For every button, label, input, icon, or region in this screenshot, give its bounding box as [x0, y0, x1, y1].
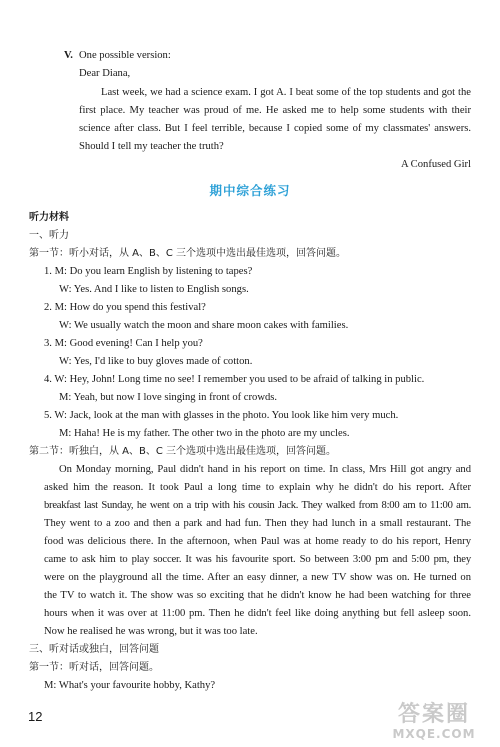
dialog-line: 4. W: Hey, John! Long time no see! I remember you used to be afraid of talking in public. — [44, 374, 425, 385]
monologue-line: hours when it was over at 11:00 pm. Then he didn't feel like doing anything but fell asleep soon. — [44, 608, 471, 619]
letter-greeting: Dear Diana, — [79, 68, 131, 79]
section-instruction: 第二节：听独白，从 A、B、C 三个选项中选出最佳选项，回答问题。 — [29, 446, 337, 457]
monologue-line: the TV to watch it. The show was so exciting that he didn't know he had been watching for three — [44, 590, 471, 601]
dialog-line: 1. M: Do you learn English by listening to tapes? — [44, 266, 253, 277]
dialog-line: 3. M: Good evening! Can I help you? — [44, 338, 203, 349]
dialog-line: 5. W: Jack, look at the man with glasses in the photo. You look like him very much. — [44, 410, 399, 421]
dialog-line: M: Haha! He is my father. The other two in the photo are my uncles. — [59, 428, 350, 439]
part-heading: 三、听对话或独白，回答问题 — [29, 644, 159, 655]
part-heading: 一、听力 — [29, 230, 69, 241]
listening-material-heading: 听力材料 — [29, 212, 69, 223]
dialog-line: M: Yeah, but now I love singing in front of crowds. — [59, 392, 278, 403]
page-title: 期中综合练习 — [209, 183, 291, 198]
monologue-line: came to ask him to play soccer. It was his favourite sport. So between 3:00 pm and 5:00 pm, they — [44, 554, 471, 565]
monologue-line: On Monday morning, Paul didn't hand in his report on time. In class, Mrs Hill got angry and — [59, 464, 471, 475]
monologue-line: were on the playground all the time. After an easy dinner, a new TV show was on. He turned on — [44, 572, 471, 583]
monologue-line: food was delicious there. In the afternoon, when Paul was at home ready to do his report, Henry — [44, 536, 471, 547]
dialog-line: W: We usually watch the moon and share moon cakes with families. — [59, 320, 349, 331]
watermark-text: 答案圈 — [397, 702, 470, 727]
watermark-url: MXQE.COM — [392, 727, 476, 741]
section-number: V. — [64, 50, 73, 61]
monologue-line: asked him the reason. It took Paul a long time to explain why he didn't do his report. After — [44, 482, 471, 493]
dialog-line: M: What's your favourite hobby, Kathy? — [44, 680, 216, 691]
monologue-line: breakfast last Sunday, he went on a trip with his cousin Jack. They walked from 8:00 am to 11:00 am. — [44, 500, 471, 511]
section-instruction: 第一节：听小对话，从 A、B、C 三个选项中选出最佳选项，回答问题。 — [29, 248, 347, 259]
letter-line: first place. My teacher was proud of me. He asked me to help some students with their — [79, 105, 471, 116]
monologue-line: They went to a zoo and then a park and had fun. Then they had lunch in a small restaurant. The — [44, 518, 471, 529]
section-instruction: 第一节：听对话，回答问题。 — [29, 662, 159, 673]
letter-line: Last week, we had a science exam. I got A. I beat some of the top students and got the — [101, 87, 471, 98]
letter-signature: A Confused Girl — [400, 159, 471, 170]
watermark-logo — [378, 700, 490, 744]
section-heading: One possible version: — [79, 50, 171, 61]
dialog-line: W: Yes, I'd like to buy gloves made of cotton. — [59, 356, 253, 367]
dialog-line: 2. M: How do you spend this festival? — [44, 302, 206, 313]
dialog-line: W: Yes. And I like to listen to English songs. — [59, 284, 249, 295]
page-number: 12 — [28, 709, 43, 724]
monologue-line: Now he realised he was wrong, but it was too late. — [44, 626, 258, 637]
letter-line: Should I tell my teacher the truth? — [79, 141, 224, 152]
letter-line: science after class. But I feel terrible, because I copied some of my classmates' answers. — [79, 123, 471, 134]
